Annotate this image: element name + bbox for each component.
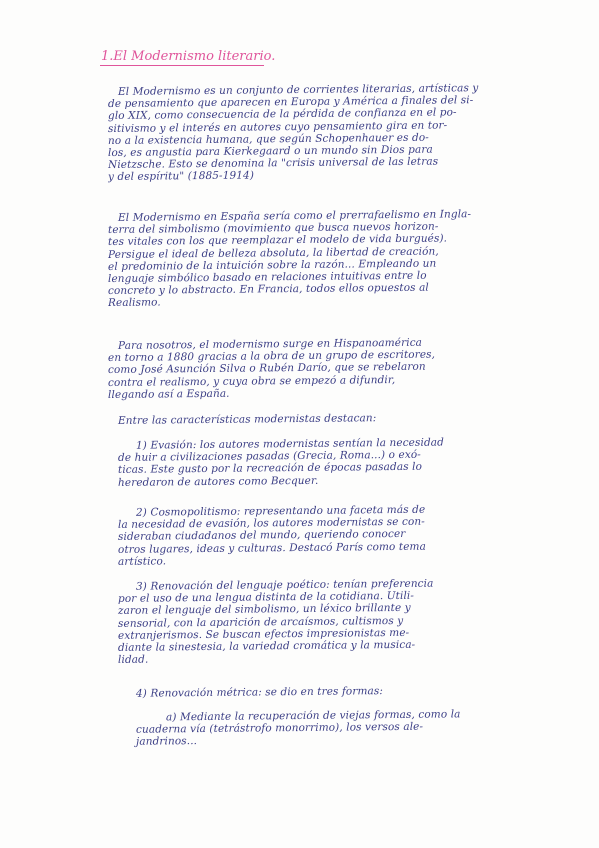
item-viejas-formas <box>108 708 548 749</box>
text-line: los, es angustia para Kierkegaard o un mundo sin Dios para <box>107 143 433 160</box>
text-line: El Modernismo en España sería como el prerrafaelismo en Ingla- <box>117 208 472 224</box>
text-line: 3) Renovación del lenguaje poético: tenían preferencia <box>135 577 434 593</box>
text-line: 1) Evasión: los autores modernistas sentían la necesidad <box>135 436 444 452</box>
text-line: por el uso de una lengua distinta de la cotidiana. Utili- <box>117 589 415 606</box>
item-cosmopolitismo <box>108 503 548 568</box>
text-line: y del espíritu" (1885-1914) <box>107 169 255 184</box>
text-line: glo XIX, como consecuencia de la pérdida de confianza en el po- <box>107 106 457 123</box>
text-line: Nietzsche. Esto se denomina la "crisis universal de las letras <box>107 155 439 172</box>
section-title: 1.El Modernismo literario. <box>101 49 276 64</box>
paragraph-hispanoamerica <box>107 336 548 401</box>
text-line: diante la sinestesia, la variedad cromática y la musica- <box>117 638 416 654</box>
text-line: heredaron de autores como Becquer. <box>117 474 319 489</box>
text-line: sideraban ciudadanos del mundo, queriendo conocer <box>117 528 406 544</box>
item-evasion <box>108 436 548 489</box>
text-line: terra del simbolismo (movimiento que busca nuevos horizon- <box>107 220 439 237</box>
text-line: 4) Renovación métrica: se dio en tres formas: <box>135 685 384 700</box>
text-line: la necesidad de evasión, los autores modernistas se con- <box>117 515 425 532</box>
text-line: no a la existencia humana, que según Schopenhauer es do- <box>107 131 429 147</box>
text-line: el predominio de la intuición sobre la razón... Empleando un <box>107 257 437 273</box>
title-underline <box>100 65 264 66</box>
text-line: llegando así a España. <box>107 387 230 401</box>
text-line: 2) Cosmopolitismo: representando una faceta más de <box>135 503 426 519</box>
text-line: de pensamiento que aparecen en Europa y América a finales del si- <box>107 94 474 111</box>
text-line: extranjerismos. Se buscan efectos impresionistas me- <box>117 626 410 642</box>
text-line: tes vitales con los que reemplazar el modelo de vida burgués). <box>107 232 448 249</box>
text-line: Realismo. <box>107 296 161 310</box>
paragraph-modernismo-intro <box>107 82 548 184</box>
text-line: cuaderna vía (tetrástrofo monorrimo), los versos ale- <box>135 720 424 736</box>
text-line: Entre las características modernistas destacan: <box>117 412 377 427</box>
text-line: lenguaje simbólico basado en relaciones intuitivas entre lo <box>107 269 427 286</box>
text-line: sensorial, con la aparición de arcaísmos, cultismos y <box>117 614 404 630</box>
item-renovacion-metrica <box>108 685 548 700</box>
text-line: como José Asunción Silva o Rubén Darío, que se rebelaron <box>107 361 426 377</box>
text-line: Para nosotros, el modernismo surge en Hispanoamérica <box>117 336 423 352</box>
text-line: a) Mediante la recuperación de viejas formas, como la <box>165 708 461 724</box>
text-line: sitivismo y el interés en autores cuyo pensamiento gira en tor- <box>107 119 448 135</box>
paragraph-caracteristicas <box>108 412 548 427</box>
text-line: jandrinos... <box>135 735 198 749</box>
text-line: concreto y lo abstracto. En Francia, todos ellos opuestos al <box>107 281 429 298</box>
text-line: artístico. <box>117 555 167 568</box>
paragraph-modernismo-espana <box>107 208 548 310</box>
text-line: otros lugares, ideas y culturas. Destacó París como tema <box>117 540 426 556</box>
text-line: contra el realismo, y cuya obra se empezó a difundir, <box>107 373 396 389</box>
text-line: lidad. <box>117 653 149 667</box>
text-line: Persigue el ideal de belleza absoluta, la libertad de creación, <box>107 245 439 261</box>
text-line: en torno a 1880 gracias a la obra de un grupo de escritores, <box>107 348 436 365</box>
text-line: ticas. Este gusto por la recreación de épocas pasadas lo <box>117 461 423 477</box>
text-line: zaron el lenguaje del simbolismo, un léxico brillante y <box>117 602 411 618</box>
text-line: El Modernismo es un conjunto de corrientes literarias, artísticas y <box>117 82 479 98</box>
text-line: de huir a civilizaciones pasadas (Grecia, Roma...) o exó- <box>117 448 421 465</box>
item-renovacion-lenguaje <box>108 577 548 667</box>
